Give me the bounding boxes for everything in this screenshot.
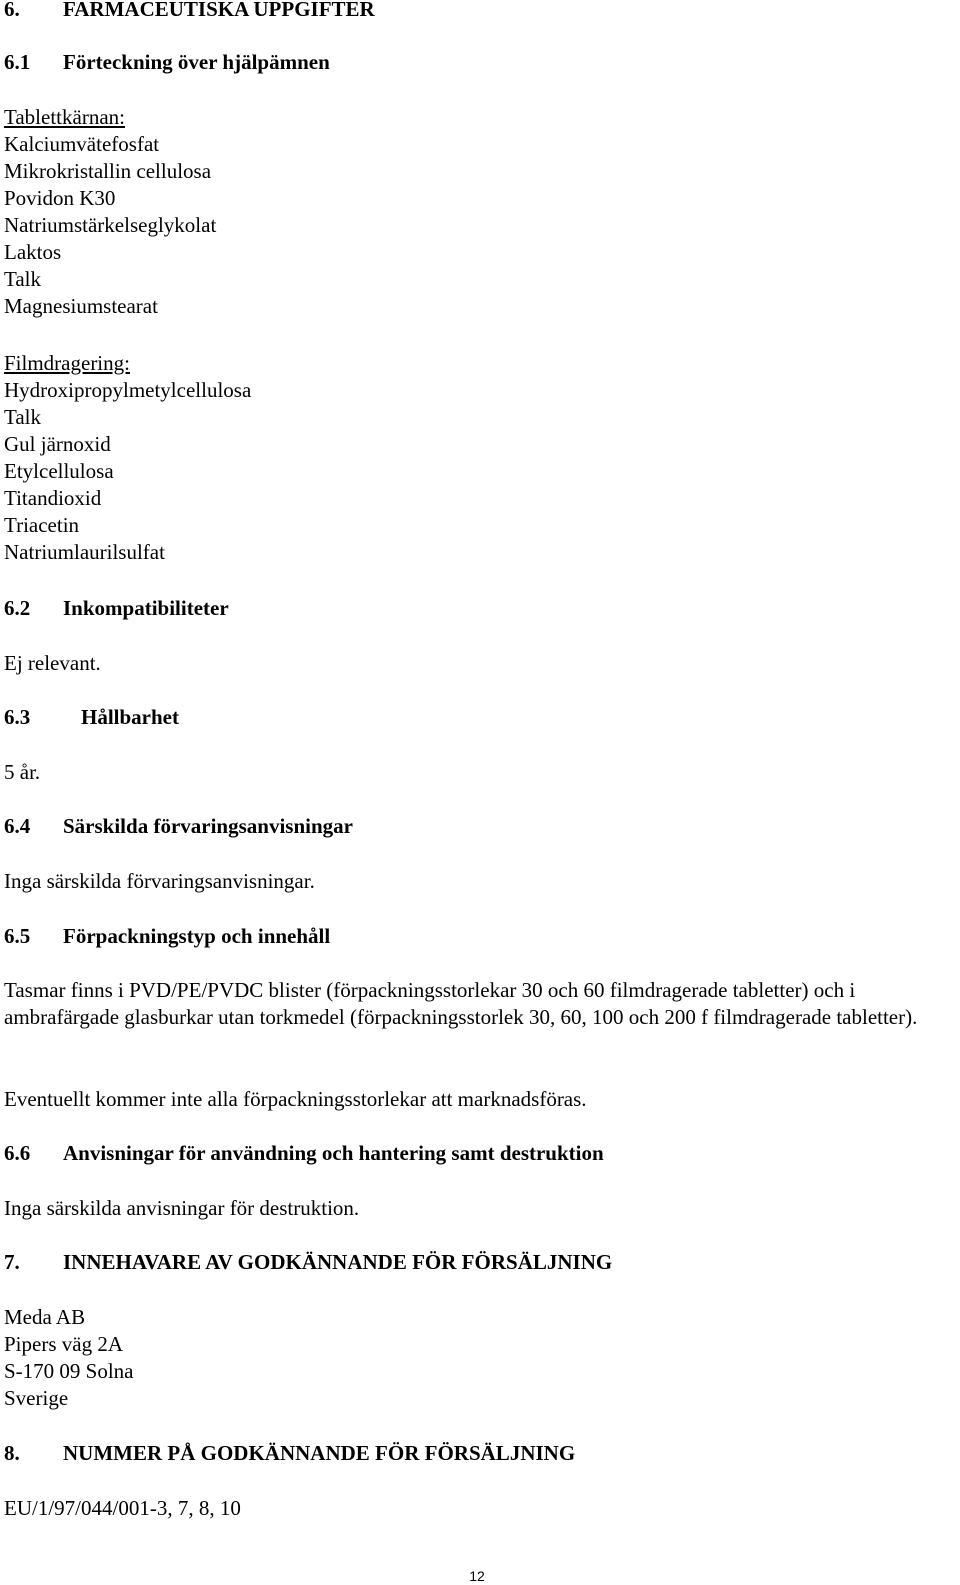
section-title: Särskilda förvaringsanvisningar (63, 814, 353, 838)
authorisation-numbers: EU/1/97/044/001-3, 7, 8, 10 (4, 1496, 241, 1520)
coating-excipients (4, 350, 952, 566)
section-number: 6.3 (4, 705, 31, 729)
section-number: 6.1 (4, 50, 31, 74)
section-6-6-text (4, 1195, 952, 1222)
list-item: Talk (4, 267, 42, 291)
core-excipients (4, 104, 952, 320)
section-6-2-heading (4, 595, 952, 622)
body-paragraph: Tasmar finns i PVD/PE/PVDC blister (förpackningsstorlekar 30 och 60 filmdragerade tabletter) och i ambrafärgade glasburkar utan torkmedel (förpackningsstorlek 30, 60, 100 och 200 f filmdragerade tabletter). (4, 978, 918, 1029)
address-line: Sverige (4, 1386, 69, 1410)
section-6-5-note (4, 1086, 952, 1113)
section-number: 6.2 (4, 596, 31, 620)
list-item: Hydroxipropylmetylcellulosa (4, 378, 252, 402)
section-6-3-heading (4, 704, 952, 731)
section-6-heading (4, 0, 952, 23)
address-line: S-170 09 Solna (4, 1359, 134, 1383)
section-title: NUMMER PÅ GODKÄNNANDE FÖR FÖRSÄLJNING (63, 1441, 576, 1465)
section-number: 7. (4, 1250, 20, 1274)
list-item: Etylcellulosa (4, 459, 114, 483)
section-title: Förteckning över hjälpämnen (63, 50, 330, 74)
core-label: Tablettkärnan: (4, 105, 125, 129)
section-6-4-text (4, 868, 952, 895)
section-6-4-heading (4, 813, 952, 840)
section-6-5-heading (4, 923, 952, 950)
page-number: 12 (469, 1568, 485, 1584)
list-item: Natriumstärkelseglykolat (4, 213, 217, 237)
section-6-3-text (4, 759, 952, 786)
body-text: 5 år. (4, 760, 41, 784)
section-6-2-text (4, 650, 952, 677)
section-title: Anvisningar för användning och hantering samt destruktion (63, 1141, 604, 1165)
section-number: 6.5 (4, 924, 31, 948)
section-7-heading (4, 1249, 952, 1276)
section-6-6-heading (4, 1140, 952, 1167)
section-title: FARMACEUTISKA UPPGIFTER (63, 0, 375, 21)
section-title: Inkompatibiliteter (63, 596, 229, 620)
holder-address (4, 1304, 952, 1412)
section-6-5-text (4, 977, 950, 1031)
section-title: Förpackningstyp och innehåll (63, 924, 331, 948)
section-8-text (4, 1495, 952, 1522)
body-text: Ej relevant. (4, 651, 101, 675)
section-number: 8. (4, 1441, 20, 1465)
section-number: 6.6 (4, 1141, 31, 1165)
coating-label: Filmdragering: (4, 351, 130, 375)
section-title: INNEHAVARE AV GODKÄNNANDE FÖR FÖRSÄLJNING (63, 1250, 613, 1274)
section-number: 6. (4, 0, 20, 21)
list-item: Kalciumvätefosfat (4, 132, 160, 156)
list-item: Magnesiumstearat (4, 294, 158, 318)
body-text: Inga särskilda förvaringsanvisningar. (4, 869, 315, 893)
address-line: Pipers väg 2A (4, 1332, 123, 1356)
list-item: Gul järnoxid (4, 432, 111, 456)
list-item: Talk (4, 405, 42, 429)
section-8-heading (4, 1440, 952, 1467)
body-text: Inga särskilda anvisningar för destruktion. (4, 1196, 360, 1220)
body-text: Eventuellt kommer inte alla förpackningsstorlekar att marknadsföras. (4, 1087, 587, 1111)
address-line: Meda AB (4, 1305, 86, 1329)
section-number: 6.4 (4, 814, 31, 838)
list-item: Titandioxid (4, 486, 102, 510)
list-item: Laktos (4, 240, 62, 264)
list-item: Mikrokristallin cellulosa (4, 159, 212, 183)
list-item: Natriumlaurilsulfat (4, 540, 165, 564)
section-6-1-heading (4, 49, 952, 76)
section-title: Hållbarhet (81, 705, 179, 729)
list-item: Triacetin (4, 513, 80, 537)
list-item: Povidon K30 (4, 186, 116, 210)
